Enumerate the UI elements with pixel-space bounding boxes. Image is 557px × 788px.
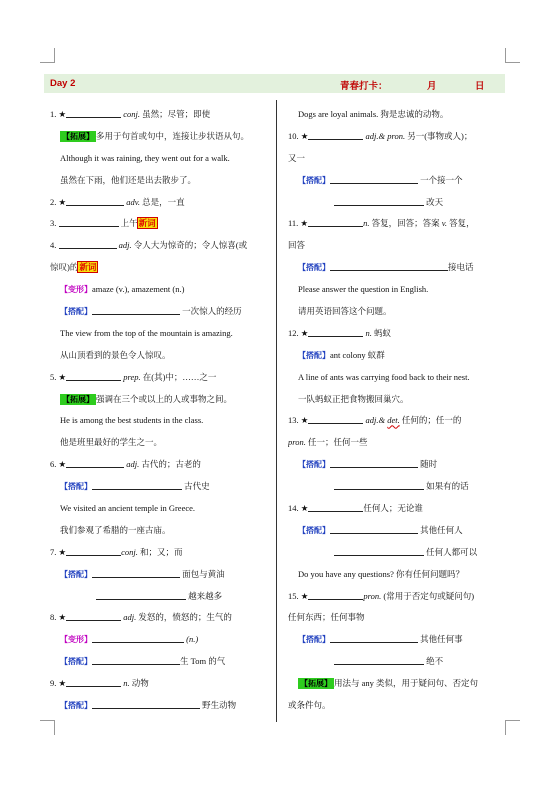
left-column	[50, 104, 272, 717]
part-of-speech: pron.	[288, 437, 306, 448]
collocation	[288, 629, 508, 651]
extension-note	[50, 126, 272, 148]
collocation-meaning: 其他任何事	[420, 634, 463, 645]
example-translation: 请用英语回答这个问题。	[298, 306, 392, 317]
part-of-speech: adj.	[123, 612, 137, 623]
answer-blank[interactable]	[308, 501, 363, 512]
answer-blank[interactable]	[334, 654, 424, 665]
entry-10-cont: 又一	[288, 152, 306, 163]
entry-number: 3.	[50, 218, 57, 229]
collocation	[288, 345, 508, 367]
answer-blank[interactable]	[308, 129, 363, 140]
dapei-tag: 【搭配】	[60, 569, 92, 579]
part-of-speech: adv.	[126, 196, 141, 207]
collocation-meaning: 生 Tom 的气	[180, 656, 226, 667]
bianxing-tag: 【变形】	[60, 285, 92, 295]
meaning: 上午	[120, 218, 138, 229]
answer-blank[interactable]	[330, 173, 418, 184]
answer-blank[interactable]	[66, 107, 121, 118]
collocation	[288, 257, 508, 279]
entry-number: 2. ★	[50, 196, 67, 207]
entry-number: 11. ★	[288, 218, 309, 229]
answer-blank[interactable]	[59, 238, 117, 249]
collocation-meaning: 一个接一个	[420, 174, 463, 185]
example-sentence: We visited an ancient temple in Greece.	[60, 503, 196, 514]
collocation-meaning: 接电话	[448, 262, 474, 273]
collocation-meaning: 其他任何人	[420, 524, 463, 535]
crop-mark-bottom-right	[505, 720, 520, 735]
collocation-meaning: 一次惊人的经历	[182, 306, 242, 317]
month-label: 月	[427, 81, 437, 92]
part-of-speech: adj.&	[365, 415, 386, 426]
dapei-tag: 【搭配】	[60, 701, 92, 711]
day-label: Day 2	[50, 78, 76, 89]
note-text: 强调在三个或以上的人或事物之间。	[96, 393, 233, 404]
example-sentence: Please answer the question in English.	[298, 284, 429, 295]
collocation	[288, 476, 508, 498]
collocation	[288, 454, 508, 476]
new-word-badge: 新词	[138, 218, 156, 229]
answer-blank[interactable]	[334, 195, 424, 206]
part-of-speech: (n.)	[186, 634, 199, 645]
page-header	[44, 74, 505, 93]
part-of-speech: n.	[363, 218, 370, 229]
answer-blank[interactable]	[66, 676, 121, 687]
answer-blank[interactable]	[66, 545, 121, 556]
meaning: 答复，	[449, 218, 475, 229]
crop-mark-top-left	[40, 48, 55, 63]
crop-mark-bottom-left	[40, 720, 55, 735]
part-of-speech: conj.	[121, 546, 138, 557]
meaning: 和；又；而	[140, 546, 183, 557]
part-of-speech: det.	[387, 415, 400, 426]
meaning: 虽然；尽管；即使	[142, 109, 211, 119]
meaning: 任何的；任一的	[401, 415, 462, 426]
collocation-meaning: 随时	[420, 459, 438, 470]
entry-15	[288, 586, 508, 608]
answer-blank[interactable]	[308, 413, 363, 424]
collocation-text: ant colony 蚁群	[330, 349, 385, 360]
answer-blank[interactable]	[92, 632, 184, 643]
example-sentence: Do you have any questions? 你有任何问题吗？	[298, 568, 464, 579]
example-translation: 从山顶看到的景色令人惊叹。	[60, 349, 171, 360]
variant-note	[50, 629, 272, 651]
extension-note	[50, 389, 272, 411]
collocation	[50, 651, 272, 673]
entry-number: 12. ★	[288, 327, 309, 338]
entry-number: 1. ★	[50, 109, 67, 119]
entry-9	[50, 673, 272, 695]
entry-15-cont: 任何东西；任何事物	[288, 612, 365, 623]
tuozhan-tag: 【拓展】	[300, 679, 332, 689]
dapei-tag: 【搭配】	[60, 307, 92, 317]
meaning: 惊叹)的	[50, 262, 79, 273]
part-of-speech: pron.	[363, 590, 382, 601]
example-sentence: Dogs are loyal animals. 狗是忠诚的动物。	[298, 109, 449, 119]
answer-blank[interactable]	[66, 457, 124, 468]
answer-blank[interactable]	[334, 545, 424, 556]
part-of-speech: adj.	[126, 459, 140, 470]
variant-note	[50, 279, 272, 301]
note-text: 多用于句首或句中，连接让步状语从句。	[96, 130, 250, 141]
example-sentence: He is among the best students in the class.	[60, 415, 204, 426]
new-word-badge: 新词	[79, 262, 97, 273]
column-divider	[276, 100, 277, 722]
example-translation: 虽然在下雨，他们还是出去散步了。	[60, 174, 197, 185]
meaning: 古代的；古老的	[141, 459, 201, 470]
example-translation: 一队蚂蚁正把食物搬回巢穴。	[298, 393, 409, 404]
answer-blank[interactable]	[330, 457, 418, 468]
punch-label: 青春打卡：	[340, 81, 388, 92]
collocation	[50, 695, 272, 717]
collocation	[288, 651, 508, 673]
right-column	[288, 104, 508, 717]
example-sentence: A line of ants was carrying food back to their nest.	[298, 371, 470, 382]
dapei-tag: 【搭配】	[298, 263, 330, 273]
answer-blank[interactable]	[92, 567, 180, 578]
entry-number: 7. ★	[50, 546, 67, 557]
example-sentence: Although it was raining, they went out for a walk.	[60, 152, 230, 163]
tuozhan-tag: 【拓展】	[62, 394, 94, 404]
meaning: 总是，一直	[142, 196, 185, 207]
dapei-tag: 【搭配】	[298, 635, 330, 645]
meaning: (常用于否定句或疑问句)	[383, 590, 475, 601]
date-day-label: 日	[475, 81, 485, 92]
collocation	[288, 192, 508, 214]
meaning: 在(其)中；……之一	[142, 371, 217, 382]
meaning: 动物	[131, 678, 149, 689]
answer-blank[interactable]	[308, 216, 363, 227]
entry-number: 5. ★	[50, 371, 67, 382]
part-of-speech: conj.	[123, 109, 141, 119]
dapei-tag: 【搭配】	[298, 460, 330, 470]
collocation-meaning: 野生动物	[202, 700, 237, 711]
answer-blank[interactable]	[59, 216, 119, 227]
answer-blank[interactable]	[92, 304, 180, 315]
meaning: 另一(事物或人)；	[407, 130, 473, 141]
answer-blank[interactable]	[330, 260, 448, 271]
answer-blank[interactable]	[308, 589, 363, 600]
answer-blank[interactable]	[66, 370, 121, 381]
answer-blank[interactable]	[330, 632, 418, 643]
note-text: 用法与 any 类似，用于疑问句、否定句	[334, 678, 479, 689]
dapei-tag: 【搭配】	[298, 350, 330, 360]
dapei-tag: 【搭配】	[60, 482, 92, 492]
part-of-speech: adj.	[118, 240, 132, 251]
entry-7	[50, 542, 272, 564]
part-of-speech: v.	[441, 218, 447, 229]
entry-11-cont: 回答	[288, 240, 306, 251]
answer-blank[interactable]	[66, 610, 121, 621]
collocation-meaning: 任何人都可以	[426, 546, 478, 557]
collocation	[50, 476, 272, 498]
dapei-tag: 【搭配】	[60, 657, 92, 667]
entry-11	[288, 213, 508, 235]
entry-4-cont	[50, 257, 272, 279]
collocation-meaning: 改天	[426, 196, 444, 207]
meaning: 答复，回答；答案	[371, 218, 440, 229]
entry-4	[50, 235, 272, 257]
entry-13-cont	[288, 432, 508, 454]
answer-blank[interactable]	[334, 479, 424, 490]
answer-blank[interactable]	[96, 589, 186, 600]
entry-number: 9. ★	[50, 678, 67, 689]
answer-blank[interactable]	[330, 523, 418, 534]
collocation-meaning: 绝不	[426, 656, 444, 667]
tuozhan-tag: 【拓展】	[62, 131, 94, 141]
extension-note-cont: 或条件句。	[288, 700, 331, 711]
meaning: 任何人；无论谁	[363, 503, 423, 514]
collocation	[50, 564, 272, 586]
meaning: 令人大为惊奇的；令人惊喜(或	[133, 240, 248, 251]
example-translation: 我们参观了希腊的一座古庙。	[60, 524, 171, 535]
entry-6	[50, 454, 272, 476]
entry-2	[50, 192, 272, 214]
bianxing-tag: 【变形】	[60, 635, 92, 645]
dapei-tag: 【搭配】	[298, 175, 330, 185]
collocation-meaning: 古代史	[184, 481, 210, 492]
entry-1	[50, 104, 272, 126]
entry-12	[288, 323, 508, 345]
collocation-meaning: 如果有的话	[426, 481, 469, 492]
extension-note	[288, 673, 508, 695]
meaning: 任一；任何一些	[308, 437, 368, 448]
example-sentence: The view from the top of the mountain is amazing.	[60, 327, 233, 338]
crop-mark-top-right	[505, 48, 520, 63]
example-translation: 他是班里最好的学生之一。	[60, 437, 163, 448]
entry-number: 8. ★	[50, 612, 67, 623]
entry-8	[50, 607, 272, 629]
entry-13	[288, 410, 508, 432]
entry-number: 15. ★	[288, 590, 309, 601]
entry-3	[50, 213, 272, 235]
collocation	[288, 170, 508, 192]
part-of-speech: n.	[123, 678, 130, 689]
collocation	[288, 520, 508, 542]
entry-number: 4.	[50, 240, 57, 251]
entry-number: 13. ★	[288, 415, 309, 426]
collocation-meaning: 面包与黄油	[182, 568, 225, 579]
entry-number: 6. ★	[50, 459, 67, 470]
collocation	[288, 542, 508, 564]
meaning: 发怒的，愤怒的；生气的	[138, 612, 232, 623]
dapei-tag: 【搭配】	[298, 525, 330, 535]
answer-blank[interactable]	[308, 326, 363, 337]
part-of-speech: adj.& pron.	[365, 130, 406, 141]
collocation-meaning: 越来越多	[188, 590, 223, 601]
entry-number: 10. ★	[288, 130, 309, 141]
meaning: 蚂蚁	[374, 327, 392, 338]
entry-14	[288, 498, 508, 520]
entry-number: 14. ★	[288, 503, 309, 514]
answer-blank[interactable]	[92, 654, 180, 665]
note-text: amaze (v.), amazement (n.)	[92, 284, 185, 295]
answer-blank[interactable]	[92, 479, 182, 490]
collocation	[50, 301, 272, 323]
entry-10	[288, 126, 508, 148]
part-of-speech: prep.	[123, 371, 141, 382]
collocation	[50, 586, 272, 608]
part-of-speech: n.	[365, 327, 372, 338]
entry-5	[50, 367, 272, 389]
answer-blank[interactable]	[92, 698, 200, 709]
answer-blank[interactable]	[66, 195, 124, 206]
